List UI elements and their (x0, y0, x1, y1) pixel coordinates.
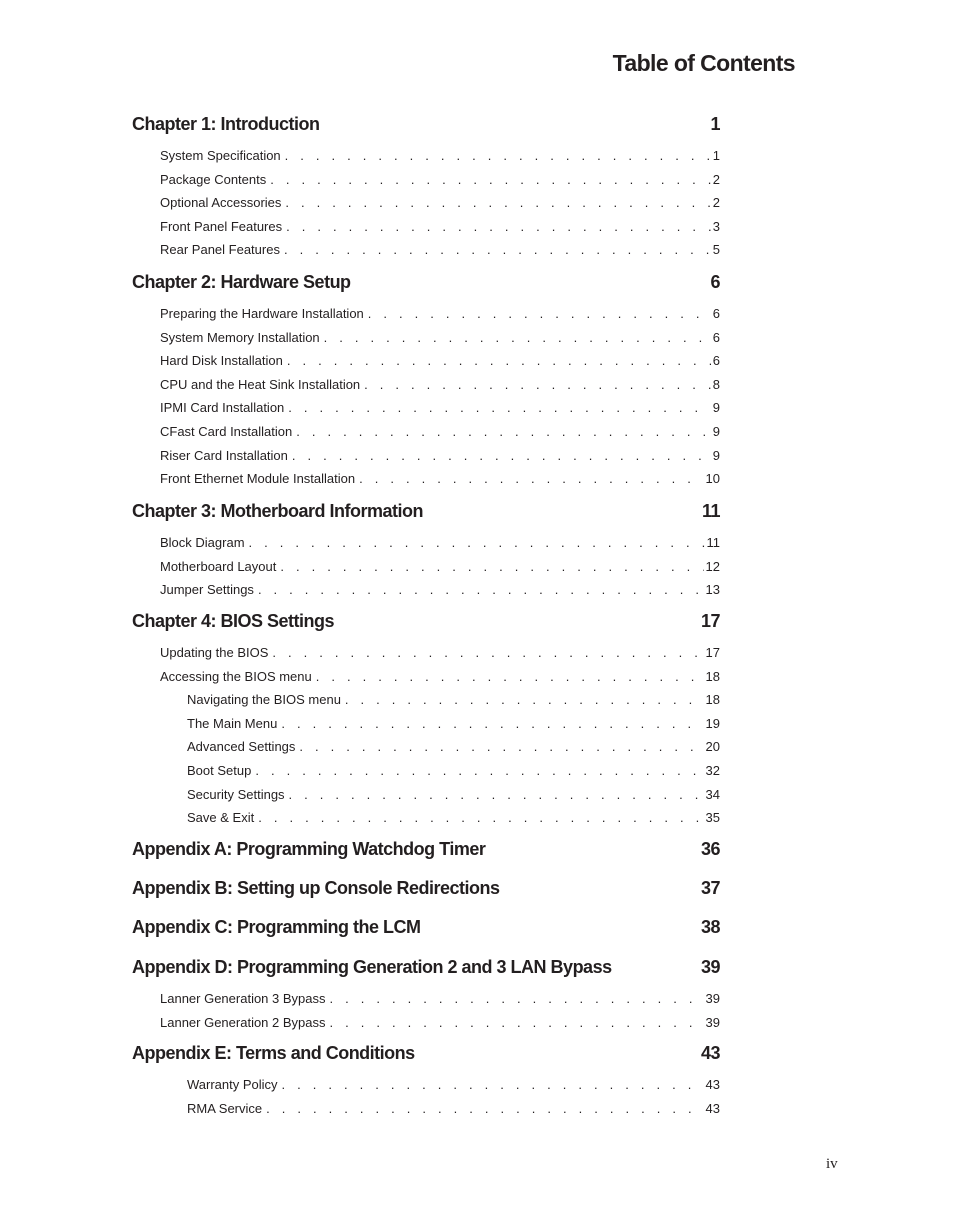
toc-entry-label: Navigating the BIOS menu (187, 692, 341, 708)
toc-entry-page: 43 (705, 1077, 720, 1092)
toc-entry-page: 35 (705, 810, 720, 826)
toc-entry-label: Boot Setup (187, 763, 252, 778)
toc-section-title: Appendix B: Setting up Console Redirections (132, 878, 500, 898)
toc-entry-label: System Specification (160, 148, 281, 163)
toc-entry-page: 19 (705, 715, 720, 731)
toc-section-page: 11 (701, 501, 720, 521)
dot-leader (295, 739, 703, 754)
dot-leader (251, 763, 703, 778)
toc-entry-page: 9 (712, 400, 720, 416)
dot-leader (281, 148, 711, 163)
toc-entry-page: 6 (712, 353, 720, 369)
toc-entry-page: 11 (706, 535, 720, 550)
dot-leader (278, 1077, 704, 1092)
toc-entry-page: 17 (705, 645, 720, 660)
toc-entry-label: Advanced Settings (187, 739, 296, 755)
toc-section-title: Appendix C: Programming the LCM (132, 917, 421, 937)
toc-entry-page: 8 (712, 376, 720, 392)
toc-section-heading[interactable] (0, 501, 954, 522)
toc-entry[interactable] (0, 669, 954, 684)
toc-entry-label: CPU and the Heat Sink Installation (160, 376, 361, 392)
dot-leader (288, 448, 711, 463)
page-title: Table of Contents (612, 50, 795, 76)
toc-entry[interactable] (0, 763, 954, 778)
toc-entry[interactable] (0, 1015, 954, 1030)
toc-section-heading[interactable] (0, 114, 954, 135)
toc-entry-label: Updating the BIOS (160, 645, 269, 660)
toc-section-title: Appendix D: Programming Generation 2 and 3 LAN Bypass (132, 957, 612, 977)
toc-entry[interactable] (0, 242, 954, 257)
toc-entry-page: 39 (705, 991, 720, 1006)
dot-leader (276, 559, 703, 574)
toc-entry-label: Front Ethernet Module Installation (160, 471, 356, 487)
toc-entry-label: Front Panel Features (160, 218, 283, 234)
toc-entry-label: Package Contents (160, 171, 267, 187)
page-number: iv (826, 1156, 838, 1172)
toc-entry-label: System Memory Installation (160, 329, 320, 345)
toc-entry-page: 10 (705, 471, 720, 487)
toc-entry-label: CFast Card Installation (160, 424, 293, 439)
toc-entry[interactable] (0, 645, 954, 660)
dot-leader (326, 1015, 704, 1030)
dot-leader (245, 535, 705, 550)
toc-entry[interactable] (0, 306, 954, 321)
toc-section-page: 37 (700, 878, 720, 898)
toc-section-heading[interactable] (0, 878, 954, 899)
toc-entry[interactable] (0, 559, 954, 574)
toc-section-page: 6 (710, 272, 720, 292)
toc-entry-label: Block Diagram (160, 535, 245, 550)
toc-entry-label: Optional Accessories (160, 195, 282, 211)
toc-entry-page: 1 (712, 148, 720, 163)
dot-leader (254, 810, 703, 825)
toc-entry-page: 13 (705, 582, 720, 598)
toc-entry[interactable] (0, 219, 954, 234)
toc-section-page: 43 (700, 1043, 720, 1063)
toc-entry-page: 9 (712, 424, 720, 439)
toc-entry-label: Riser Card Installation (160, 447, 288, 463)
dot-leader (320, 330, 711, 345)
toc-entry-label: IPMI Card Installation (160, 400, 285, 416)
toc-entry[interactable] (0, 148, 954, 163)
toc-entry-page: 3 (712, 218, 720, 234)
toc-entry-label: Jumper Settings (160, 582, 254, 598)
toc-entry-label: Preparing the Hardware Installation (160, 306, 364, 321)
dot-leader (285, 787, 704, 802)
dot-leader (341, 692, 704, 707)
toc-entry-label: Motherboard Layout (160, 558, 277, 574)
toc-entry-label: Accessing the BIOS menu (160, 668, 312, 684)
dot-leader (280, 242, 711, 257)
toc-section-title: Appendix E: Terms and Conditions (132, 1043, 415, 1063)
toc-entry[interactable] (0, 400, 954, 415)
toc-entry[interactable] (0, 739, 954, 754)
toc-section-title: Chapter 2: Hardware Setup (132, 272, 351, 292)
toc-entry[interactable] (0, 353, 954, 368)
toc-entry[interactable] (0, 692, 954, 707)
toc-entry-page: 5 (712, 242, 720, 258)
toc-section-page: 39 (700, 957, 720, 977)
toc-section-title: Chapter 1: Introduction (132, 114, 320, 134)
toc-section-heading[interactable] (0, 272, 954, 293)
toc-section-heading[interactable] (0, 611, 954, 632)
dot-leader (254, 582, 704, 597)
toc-section-page: 17 (700, 611, 720, 631)
dot-leader (355, 471, 703, 486)
toc-entry-page: 2 (712, 195, 720, 211)
toc-entry[interactable] (0, 195, 954, 210)
toc-entry[interactable] (0, 377, 954, 392)
dot-leader (282, 219, 711, 234)
toc-entry-page: 20 (705, 739, 720, 755)
toc-entry-label: Lanner Generation 2 Bypass (160, 1014, 326, 1030)
dot-leader (364, 306, 711, 321)
toc-entry-label: Security Settings (187, 786, 285, 802)
toc-section-page: 36 (700, 839, 720, 859)
toc-entry-page: 9 (712, 447, 720, 463)
toc-entry[interactable] (0, 810, 954, 825)
toc-section-heading[interactable] (0, 839, 954, 860)
toc-entry-page: 12 (705, 558, 720, 574)
toc-entry-page: 39 (705, 1014, 720, 1030)
toc-entry[interactable] (0, 1077, 954, 1092)
toc-entry[interactable] (0, 787, 954, 802)
toc-entry[interactable] (0, 172, 954, 187)
toc-entry-page: 6 (712, 329, 720, 345)
toc-section-title: Chapter 3: Motherboard Information (132, 501, 424, 521)
toc-section-page: 1 (710, 114, 720, 134)
toc-entry-page: 32 (705, 763, 720, 778)
toc-entry[interactable] (0, 716, 954, 731)
toc-section-heading[interactable] (0, 957, 954, 978)
toc-section-heading[interactable] (0, 917, 954, 938)
toc-entry[interactable] (0, 424, 954, 439)
toc-entry-label: Hard Disk Installation (160, 353, 283, 369)
toc-entry-page: 43 (705, 1100, 720, 1116)
toc-entry-label: Warranty Policy (187, 1077, 278, 1092)
toc-entry[interactable] (0, 582, 954, 597)
dot-leader (284, 400, 710, 415)
toc-entry-label: The Main Menu (187, 715, 278, 731)
toc-entry[interactable] (0, 1101, 954, 1116)
dot-leader (360, 377, 711, 392)
dot-leader (292, 424, 711, 439)
toc-entry-label: Lanner Generation 3 Bypass (160, 991, 326, 1006)
dot-leader (283, 353, 711, 368)
dot-leader (312, 669, 704, 684)
toc-entry[interactable] (0, 330, 954, 345)
toc-entry[interactable] (0, 991, 954, 1006)
toc-entry-page: 18 (705, 668, 720, 684)
toc-entry-page: 6 (712, 306, 720, 321)
toc-entry-label: Save & Exit (187, 810, 255, 826)
toc-section-page: 38 (700, 917, 720, 937)
dot-leader (266, 172, 711, 187)
toc-entry[interactable] (0, 448, 954, 463)
dot-leader (262, 1101, 703, 1116)
toc-entry-label: RMA Service (187, 1100, 263, 1116)
dot-leader (281, 195, 710, 210)
toc-section-title: Chapter 4: BIOS Settings (132, 611, 335, 631)
dot-leader (277, 716, 703, 731)
toc-entry-page: 18 (705, 692, 720, 708)
dot-leader (326, 991, 704, 1006)
toc-entry-label: Rear Panel Features (160, 242, 280, 258)
toc-entry-page: 2 (712, 171, 720, 187)
dot-leader (268, 645, 703, 660)
toc-entry[interactable] (0, 535, 954, 550)
toc-section-title: Appendix A: Programming Watchdog Timer (132, 839, 486, 859)
toc-entry-page: 34 (705, 786, 720, 802)
toc-section-heading[interactable] (0, 1043, 954, 1064)
toc-entry[interactable] (0, 471, 954, 486)
